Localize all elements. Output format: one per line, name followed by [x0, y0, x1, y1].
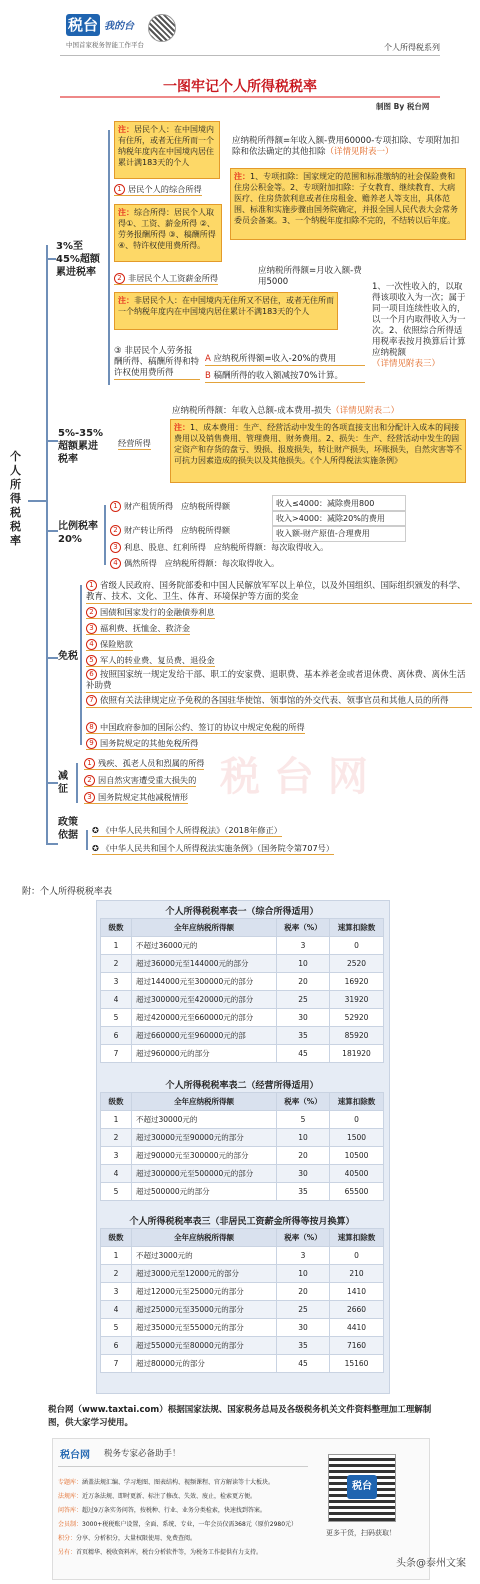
- table-row: 7 超过80000元的部分 45 15160: [101, 1355, 384, 1373]
- table-row: 3 超过12000元至25000元的部分 20 1410: [101, 1283, 384, 1301]
- logo-script: 我的台: [104, 21, 134, 32]
- rate-item-4: 4 偶然所得 应纳税所得额：每次取得收入。: [110, 557, 279, 569]
- policy-item-2: ✪ 《中华人民共和国个人所得税法实施条例》（国务院令第707号）: [92, 843, 335, 853]
- note-business: 注：1、成本费用：生产、经营活动中发生的各项直接支出和分配计入成本的间接费用以及销售费用、管理费用、财务费用。2、损失：生产、经营活动中发生的固定资产和存货的盘亏、毁损、报废损失，转让财产损失，坏账损失，自然灾害等不可抗力因素造成的损失以及其他损失。《个人所得税法实施条例》: [170, 419, 466, 483]
- qr-caption: 更多干货，扫码获取！: [326, 1529, 396, 1537]
- nonresident-wage-formula: 应纳税所得额=月收入额-费用5000: [258, 266, 362, 287]
- exempt-item-5: 5 军人的转业费、复员费、退役金: [86, 654, 215, 667]
- footer-line-1: 专题库：涵盖法规汇编、学习地图、图表结构、视频课程、官方解读等十大板块。: [58, 1479, 275, 1486]
- footer-line-4: 会员制：3000+税税账户设置，全面、系统、专业，一年会员仅需368元（原价2980元）: [58, 1521, 298, 1528]
- footer-line-2: 法规库：近万条法规、即时更新、标注了修改、失效、废止，检索更方便。: [58, 1493, 257, 1500]
- header: [0, 0, 480, 58]
- table2-caption: 个人所得税税率表二（经营所得适用）: [165, 1081, 319, 1091]
- cat-progressive-3-45: 3%至45%超额累进税率: [56, 241, 100, 278]
- note-deductions: 注：1、专项扣除：国家规定的范围和标准缴纳的社会保险费和住房公积金等。2、专项附加扣除：子女教育、继续教育、大病医疗、住房贷款利息或者住房租金、赡养老人等支出，具体范围、标准和实施步骤由国务院确定，并报全国人民代表大会常务委员会备案。3、一个纳税年度扣除不完的，不结转以后年度。: [230, 168, 466, 240]
- source-watermark: 头条@泰州文案: [396, 1558, 466, 1569]
- title-underline: [60, 96, 440, 98]
- table1: 级数 全年应纳税所得额 税率（%） 速算扣除数 1 不超过36000元的 3 0 2 超过36000元至144000元的部分 10 2520 3 超过144000元至300000元的部分 20 16920 4 超过300000元至420000元的部分 25 31920 5 超过420000元至660000元的部分 30 52920 6 超过660000元至960000元的部 35 85920 7 超过960000元的部分 45 181920: [100, 918, 384, 1063]
- formula-b: B 稿酬所得的收入额减按70%计算。: [205, 371, 365, 383]
- table-row: 2 超过30000元至90000元的部分 10 1500: [101, 1129, 384, 1147]
- reduction-item-2: 2 因自然灾害遭受重大损失的: [84, 774, 196, 787]
- business-income-item: 经营所得: [118, 438, 151, 448]
- table-row: 7 超过960000元的部分 45 181920: [101, 1045, 384, 1063]
- qr-logo-icon: 税台: [347, 1475, 377, 1499]
- nonresident-wage-item: 2 非居民个人工资薪金所得: [114, 272, 218, 285]
- exempt-item-3: 3 福利费、抚恤金、救济金: [86, 622, 190, 635]
- table3: 级数 全年应纳税所得额 税率（%） 速算扣除数 1 不超过3000元的 3 0 2 超过3000元至12000元的部分 10 210 3 超过12000元至25000元的部分 20 1410 4 超过25000元至35000元的部分 25 2660 5 超过35000元至55000元的部分 30 4410 6 超过55000元至80000元的部分 35 7160 7 超过80000元的部分 45 15160: [100, 1228, 384, 1373]
- table2: 级数 全年应纳税所得额 税率（%） 速算扣除数 1 不超过30000元的 5 0 2 超过30000元至90000元的部分 10 1500 3 超过90000元至300000元的部分 20 10500 4 超过300000元至500000元的部分 30 40500 5 超过500000元的部分 35 65500: [100, 1092, 384, 1201]
- reduction-item-3: 3 国务院规定其他减税情形: [84, 791, 188, 804]
- series-label: 个人所得税系列: [384, 43, 440, 52]
- cat-exempt: 免税: [58, 651, 78, 662]
- footer-slogan: 税务专家必备助手！: [104, 1449, 181, 1459]
- table-row: 4 超过300000元至500000元的部分 30 40500: [101, 1165, 384, 1183]
- rate-item-1: 1 财产租赁所得 应纳税所得额: [110, 500, 230, 512]
- table-row: 5 超过500000元的部分 35 65500: [101, 1183, 384, 1201]
- cat-policy-basis: 政策依据: [58, 817, 78, 841]
- table-row: 6 超过55000元至80000元的部分 35 7160: [101, 1337, 384, 1355]
- logo-icon: 税台: [67, 16, 98, 34]
- policy-item-1: ✪ 《中华人民共和国个人所得税法》（2018年修正）: [92, 825, 282, 835]
- exempt-item-7: 7 依照有关法律规定应予免税的各国驻华使馆、领事馆的外交代表、领事官员和其他人员的所得: [86, 695, 472, 708]
- footer-line-6: 另有：首页精华、税收资料库，税台分析软件等，为税务工作提供有力支持。: [58, 1549, 263, 1556]
- watermark: 税 台 网: [220, 754, 368, 800]
- note-resident: 注：居民个人：在中国境内有住所，或者无住所而一个纳税年度内在中国境内居住累计满183天的个人: [114, 121, 220, 179]
- exempt-item-6: 6 按照国家统一规定发给干部、职工的安家费、退职费、基本养老金或者退休费、离休费、离休生活补助费: [86, 669, 472, 693]
- cat-proportional: 比例税率20%: [58, 521, 98, 545]
- qr-code[interactable]: [328, 1454, 396, 1522]
- root-trunk: [46, 245, 48, 845]
- table-row: 5 超过420000元至660000元的部分 30 52920: [101, 1009, 384, 1027]
- rent-rule-a: 收入≤4000：减除费用800: [272, 495, 406, 512]
- root-label: 个人所得税税率: [10, 450, 21, 547]
- qr-icon: [148, 14, 176, 42]
- exempt-item-2: 2 国债和国家发行的金融债券利息: [86, 606, 215, 619]
- exempt-item-4: 4 保险赔款: [86, 638, 133, 651]
- credit: 制图 By 税台网: [376, 102, 430, 111]
- table-row: 3 超过90000元至300000元的部分 20 10500: [101, 1147, 384, 1165]
- exempt-item-1: 1 省级人民政府、国务院部委和中国人民解放军军以上单位，以及外国组织、国际组织颁发的科学、教育、技术、文化、卫生、体育、环境保护等方面的奖金: [86, 580, 472, 604]
- logo-subtitle: 中国首家税务智能工作平台: [66, 41, 144, 49]
- table-row: 1 不超过30000元的 5 0: [101, 1111, 384, 1129]
- table-row: 3 超过144000元至300000元的部分 20 16920: [101, 973, 384, 991]
- table-row: 4 超过25000元至35000元的部分 25 2660: [101, 1301, 384, 1319]
- cat-reduction: 减征: [58, 771, 68, 795]
- rate-item-3: 3 利息、股息、红利所得 应纳税所得额：每次取得收入。: [110, 541, 328, 553]
- table-row: 2 超过3000元至12000元的部分 10 210: [101, 1265, 384, 1283]
- table1-caption: 个人所得税税率表一（综合所得适用）: [165, 907, 319, 917]
- appendix-title: 附：个人所得税税率表: [22, 887, 113, 897]
- footer-line-3: 问答库：超过9万条实务问答，按税种、行业、业务分类检索，快速找到答案。: [58, 1507, 266, 1514]
- table3-caption: 个人所得税税率表三（非居民工资薪金所得等按月换算）: [129, 1217, 355, 1227]
- exempt-item-9: 9 国务院规定的其他免税所得: [86, 737, 198, 750]
- formula-a: A 应纳税所得额=收入-20%的费用: [205, 354, 365, 366]
- formula-resident: 应纳税所得额=年收入额-费用60000-专项扣除、专项附加扣除和依法确定的其他扣除（详情见附表一）: [232, 136, 460, 157]
- table-row: 4 超过300000元至420000元的部分 25 31920: [101, 991, 384, 1009]
- footer-divider: [58, 1466, 308, 1467]
- rent-rule-b: 收入>4000：减除20%的费用: [272, 510, 406, 527]
- right-explain: 1、一次性收入的，以取得该项收入为一次；属于同一项目连续性收入的，以一个月内取得收入为一次。2、依照综合所得适用税率表按月换算后计算应纳税额（详情见附表三）: [372, 282, 466, 369]
- nonresident-service-item: ③ 非居民个人劳务报酬所得、稿酬所得和特许权使用费所得: [114, 346, 200, 378]
- rate-item-2: 2 财产转让所得 应纳税所得额: [110, 524, 230, 536]
- table-row: 1 不超过36000元的 3 0: [101, 937, 384, 955]
- table-row: 1 不超过3000元的 3 0: [101, 1247, 384, 1265]
- transfer-rule: 收入额-财产原值-合理费用: [272, 525, 406, 542]
- page-title: 一图牢记个人所得税税率: [163, 79, 317, 95]
- cat-progressive-5-35: 5%-35%超额累进税率: [58, 428, 104, 465]
- footer-brand: 税台网: [60, 1450, 90, 1461]
- resident-composite-item: 1 居民个人的综合所得: [114, 183, 202, 196]
- table-row: 5 超过35000元至55000元的部分 30 4410: [101, 1319, 384, 1337]
- exempt-item-8: 8 中国政府参加的国际公约、签订的协议中规定免税的所得: [86, 721, 305, 734]
- note-nonresident: 注：非居民个人：在中国境内无住所又不居住，或者无住所而一个纳税年度内在中国境内居住累计不满183天的个人: [114, 292, 338, 330]
- note-composite: 注：综合所得：居民个人取得①、工资、薪金所得 ②、劳务报酬所得 ③、稿酬所得 ④、特许权使用费所得。: [114, 204, 222, 262]
- business-formula: 应纳税所得额：年收入总额-成本费用-损失（详情见附表二）: [172, 406, 400, 416]
- table-row: 2 超过36000元至144000元的部分 10 2520: [101, 955, 384, 973]
- reduction-item-1: 1 残疾、孤老人员和烈属的所得: [84, 757, 204, 770]
- header-divider: [60, 55, 440, 56]
- footer-line-5: 积分：分享、分析积分，大量权限使用、免费查阅。: [58, 1535, 197, 1542]
- table-row: 6 超过660000元至960000元的部 35 85920: [101, 1027, 384, 1045]
- footer-intro: 税台网（www.taxtai.com）根据国家法规、国家税务总局及各级税务机关文件资料整理加工理解制图，供大家学习使用。: [48, 1405, 432, 1428]
